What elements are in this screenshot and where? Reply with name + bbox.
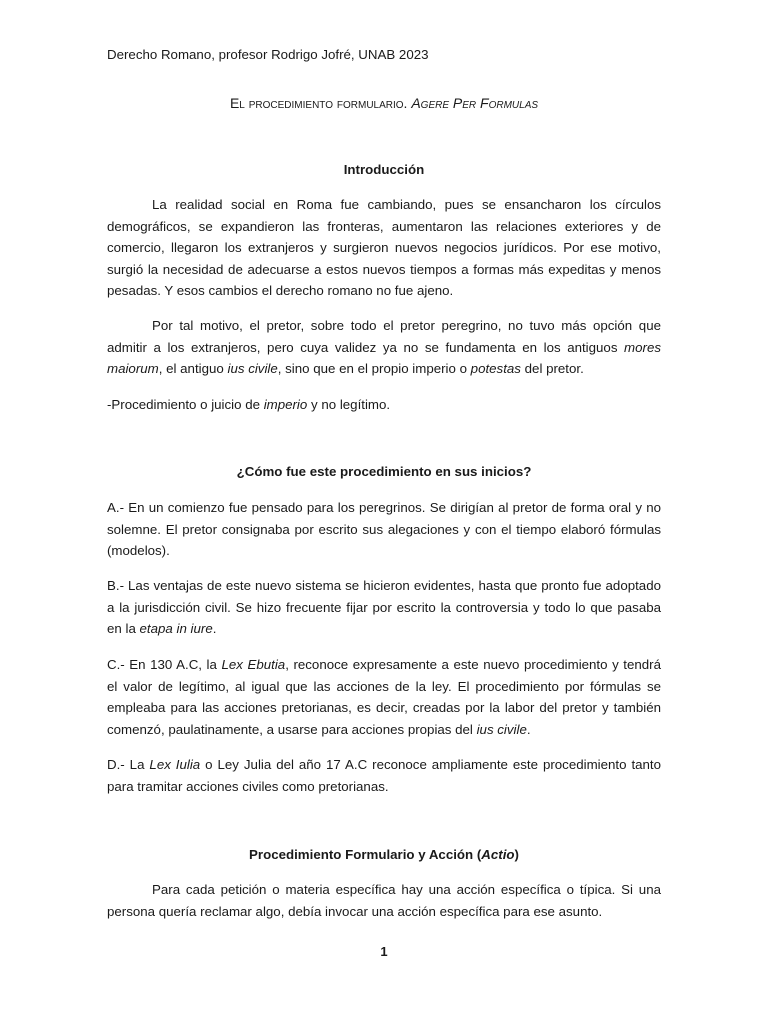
- origins-item-b: B.- Las ventajas de este nuevo sistema se hicieron evidentes, hasta que pronto fue adoptado a la jurisdicción civil. Se hizo frecuente fijar por escrito la controversia y todo lo que pasaba en la etapa in iure.: [107, 578, 661, 637]
- intro-paragraph-2: Por tal motivo, el pretor, sobre todo el pretor peregrino, no tuvo más opción que admitir a los extranjeros, pero cuya validez ya no se fundamenta en los antiguos mores maiorum, el antiguo ius civile, sino que en el propio imperio o potestas del pretor.: [107, 318, 661, 377]
- section-actio-heading: Procedimiento Formulario y Acción (Actio): [249, 847, 519, 862]
- page-number: 1: [380, 944, 388, 959]
- origins-item-a: A.- En un comienzo fue pensado para los peregrinos. Se dirigían al pretor de forma oral y no solemne. El pretor consignaba por escrito sus alegaciones y con el tiempo elaboró fórmulas (modelos).: [107, 500, 661, 559]
- intro-paragraph-3: -Procedimiento o juicio de imperio y no legítimo.: [107, 397, 391, 412]
- actio-paragraph-1: Para cada petición o materia específica hay una acción específica o típica. Si una persona quería reclamar algo, debía invocar una acción específica para ese asunto.: [107, 882, 661, 919]
- origins-item-d: D.- La Lex Iulia o Ley Julia del año 17 A.C reconoce ampliamente este procedimiento tanto para tramitar acciones civiles como pretorianas.: [107, 757, 662, 794]
- intro-paragraph-1-text: La realidad social en Roma fue cambiando, pues se ensancharon los círculos demográficos, se expandieron las fronteras, aumentaron las relaciones exteriores y de comercio, llegaron los extranjeros y surgieron nuevos negocios jurídicos. Por ese motivo, surgió la necesidad de adecuarse a estos nuevos tiempos a formas más expeditas y menos pesadas. Y esos cambios el derecho romano no fue ajeno.: [107, 197, 661, 299]
- title-main: El procedimiento formulario.: [229, 95, 408, 111]
- section-origins-heading: ¿Cómo fue este procedimiento en sus inicios?: [236, 464, 532, 479]
- document-title: [0, 95, 768, 111]
- title-latin: Agere Per Formulas: [411, 95, 539, 111]
- page-header: Derecho Romano, profesor Rodrigo Jofré, UNAB 2023: [107, 47, 429, 62]
- intro-heading: Introducción: [343, 162, 425, 177]
- origins-item-c: C.- En 130 A.C, la Lex Ebutia, reconoce expresamente a este nuevo procedimiento y tendrá el valor de legítimo, al igual que las acciones de la ley. El procedimiento por fórmulas se empleaba para las acciones pretorianas, es decir, creadas por la labor del pretor y también comenzó, paulatinamente, a usarse para acciones propias del ius civile.: [107, 657, 662, 737]
